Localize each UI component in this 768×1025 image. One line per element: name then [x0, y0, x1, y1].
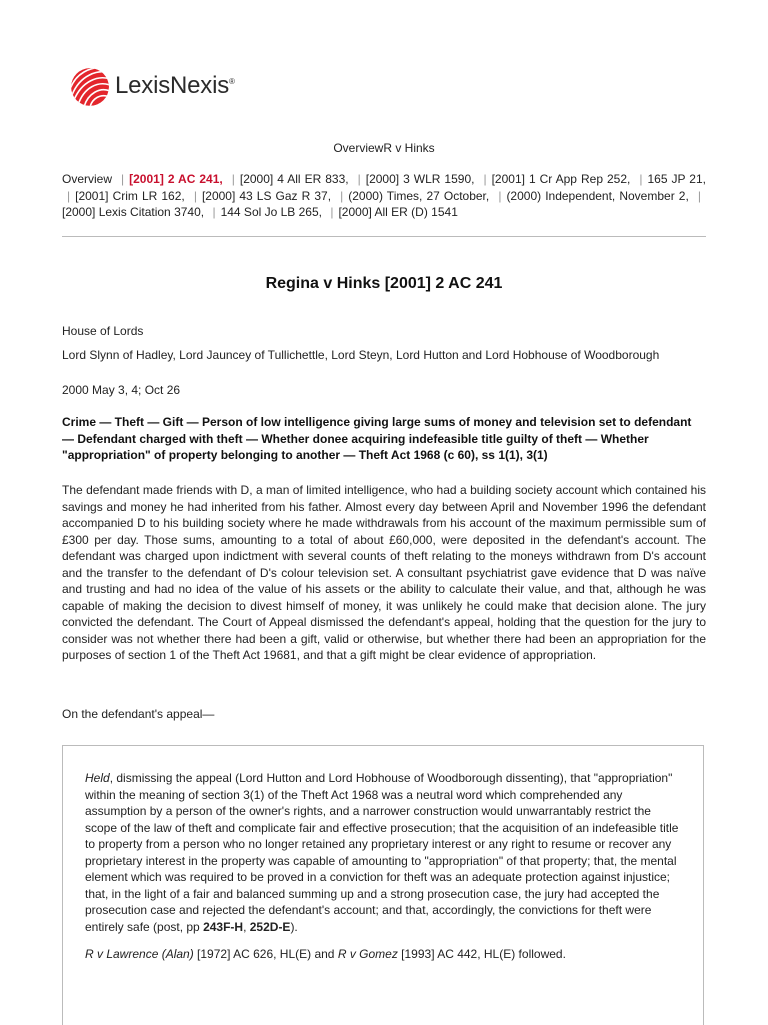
held-box [62, 745, 704, 1025]
court: House of Lords [62, 324, 144, 338]
page-ref-separator: , [243, 919, 250, 934]
citation-separator: | [697, 188, 701, 203]
citation-separator: | [483, 172, 487, 186]
citation-separator: | [357, 172, 361, 186]
citation-link[interactable]: [2000] 3 WLR 1590, [365, 172, 475, 186]
citation-link[interactable]: Overview [62, 172, 113, 186]
followed-cases [85, 946, 566, 963]
overview-title: OverviewR v Hinks [333, 141, 435, 155]
citation-separator: | [121, 172, 125, 186]
hearing-date: 2000 May 3, 4; Oct 26 [62, 383, 181, 397]
citation-link[interactable]: [2000] 4 All ER 833, [239, 172, 349, 186]
held-body: , dismissing the appeal (Lord Hutton and Lord Hobhouse of Woodborough dissenting), that "appropriation" within the meaning of section 3(1) of the Theft Act 1968 was a neutral word which comprehended any assumption by a person of the owner's rights, and a narrower construction would unwarrantably restrict the scope of the law of theft and complicate fair and effective prosecution; that the acquisition of an indefeasible title to property from a person who no longer retained any proprietary interest or any right to resume or recover any proprietary interest in the property was capable of amounting to "appropriation" of that property; that, the mental element which was required to be proved in a conviction for theft was an adequate protection against injustice; that, in the light of a fair and balanced summing up and a strong prosecution case, the jury had accepted the prosecution case and rejected the defendant's account; and that, accordingly, the convictions for theft were entirely safe (post, pp [85, 771, 679, 934]
held-tail: ). [290, 919, 298, 934]
citation-separator: | [340, 188, 344, 203]
citation-separator: | [498, 188, 502, 203]
citation-link[interactable]: (2000) Times, 27 October, [348, 188, 490, 203]
citation-link[interactable]: (2000) Independent, November 2, [506, 188, 689, 203]
citation-list [62, 171, 706, 221]
citation-link[interactable]: [2001] Crim LR 162, [75, 188, 185, 203]
page-ref-link[interactable]: 243F-H [203, 919, 244, 934]
citation-current[interactable]: [2001] 2 AC 241, [129, 172, 223, 186]
citation-link[interactable]: [2000] All ER (D) 1541 [338, 205, 458, 219]
citation-separator: | [231, 172, 235, 186]
case-link[interactable]: R v Lawrence (Alan) [85, 947, 194, 961]
citation-link[interactable]: [2000] Lexis Citation 3740, [62, 205, 205, 219]
citation-separator: | [67, 188, 71, 203]
catchwords: Crime — Theft — Gift — Person of low intelligence giving large sums of money and television set to defendant — Defendant charged with theft — Whether donee acquiring indefeasible title guilty of theft — Whether "appropriation" of property belonging to another — Theft Act 1968 (c 60), ss 1(1), 3(1) [62, 415, 692, 462]
appeal-line: On the defendant's appeal— [62, 707, 215, 721]
followed-mid: [1972] AC 626, HL(E) and [193, 947, 338, 961]
citation-separator: | [639, 172, 643, 186]
lexisnexis-emblem-icon [70, 65, 110, 107]
lexisnexis-logo [70, 65, 235, 107]
brand-name: LexisNexis® [115, 72, 235, 99]
held-paragraph [85, 770, 685, 935]
held-word: Held [85, 771, 110, 785]
divider [62, 236, 706, 237]
citation-separator: | [193, 188, 197, 203]
facts-paragraph: The defendant made friends with D, a man of limited intelligence, who had a building society account which contained his savings and money he had inherited from his father. Almost every day between April and November 1996 the defendant accompanied D to his building society where he made withdrawals from his account of the maximum permissible sum of £300 per day. Those sums, amounting to a total of about £60,000, were deposited in the defendant's account. The defendant was charged upon indictment with several counts of theft relating to the moneys withdrawn from D's account and the transfer to the defendant of D's colour television set. A consultant psychiatrist gave evidence that D was naïve and trusting and had no idea of the value of his assets or the ability to calculate their value, and that, although he was capable of making the decision to divest himself of money, it was unlikely he could make that decision alone. The jury convicted the defendant. The Court of Appeal dismissed the defendant's appeal, holding that the question for the jury to consider was not whether there had been a gift, valid or otherwise, but whether there had been an appropriation for the purposes of section 1 of the Theft Act 19681, and that a gift might be clear evidence of appropriation. [62, 483, 706, 662]
citation-link[interactable]: [2001] 1 Cr App Rep 252, [491, 172, 631, 186]
case-link[interactable]: R v Gomez [337, 947, 398, 961]
citation-separator: | [330, 205, 334, 219]
citation-link[interactable]: [2000] 43 LS Gaz R 37, [201, 188, 332, 203]
case-title: Regina v Hinks [2001] 2 AC 241 [265, 275, 503, 292]
citation-separator: | [212, 205, 216, 219]
citation-link[interactable]: 165 JP 21, [647, 172, 706, 186]
followed-tail: [1993] AC 442, HL(E) followed. [397, 947, 566, 961]
page-ref-link[interactable]: 252D-E [249, 919, 291, 934]
judges: Lord Slynn of Hadley, Lord Jauncey of Tullichettle, Lord Steyn, Lord Hutton and Lord Hobhouse of Woodborough [62, 348, 660, 362]
citation-link[interactable]: 144 Sol Jo LB 265, [220, 205, 322, 219]
